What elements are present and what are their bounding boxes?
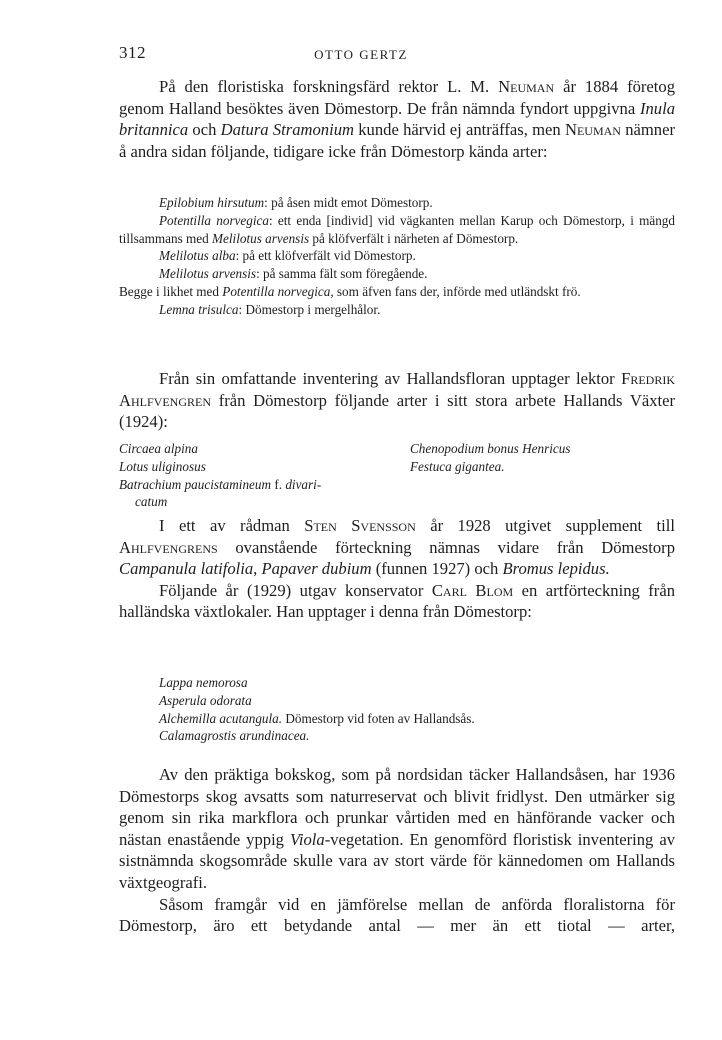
list-item-continuation: catum: [135, 494, 168, 510]
list-item: Melilotus arvensis: på samma fält som föregående.: [159, 266, 428, 282]
list-item: Calamagrostis arundinacea.: [159, 728, 310, 744]
paragraph-bokskog: Av den präktiga bokskog, som på nordsidan täcker Hallandsåsen, har 1936 Dömestorps skog avsatts som naturreservat och blivit fridlyst. Den utmärker sig genom sin rika markflora och prunkar vårtiden med en hänförande vacker och nästan enastående yppig Viola-vegetation. En genomförd floristisk inventering av sistnämnda skogsområde skulle vara av stort värde för kännedomen om Hallands växtgeografi. Såsom framgår vid en jämförelse mellan de anförda floralistorna för Dömestorp, äro ett betydande antal — mer än ett tiotal — arter,: [119, 765, 676, 936]
list-item: Chenopodium bonus Henricus: [410, 441, 571, 456]
paragraph-ahlfvengren: Från sin omfattande inventering av Hallandsfloran upptager lektor Fredrik Ahlfvengren från Dömestorp följande arter i sitt stora arbete Hallands Växter (1924):: [119, 369, 675, 432]
list-item: Batrachium paucistamineum f. divari-: [119, 476, 322, 492]
list-item: Lotus uliginosus: [119, 458, 206, 474]
list-item: Asperula odorata: [159, 692, 252, 708]
ahlfvengren-species-list: [119, 440, 675, 510]
neuman-species-list: [119, 194, 675, 319]
blom-species-list: [159, 674, 475, 745]
list-item: Alchemilla acutangula. Dömestorp vid foten av Hallandsås.: [159, 710, 475, 726]
paragraph-svensson: I ett av rådman Sten Svensson år 1928 utgivet supplement till Ahlfvengrens ovanstående förteckning nämnas vidare från Dömestorp Campanula latifolia, Papaver dubium (funnen 1927) och Bromus lepidus. Följande år (1929) utgav konservator Carl Blom en artförteckning från halländska växtlokaler. Han upptager i denna från Dömestorp:: [119, 516, 675, 622]
list-item: Melilotus alba: på ett klöfverfält vid Dömestorp.: [159, 248, 416, 264]
paragraph-blom: Följande år (1929) utgav konservator Carl Blom en artförteckning från halländska växtlokaler. Han upptager i denna från Dömestorp:: [119, 580, 675, 622]
list-item: Potentilla norvegica: ett enda [individ] vid vägkanten mellan Karup och Dömestorp, i mängd tillsammans med Melilotus arvensis på klöfverfält i närheten af Dömestorp.: [119, 212, 675, 246]
list-item: Lemna trisulca: Dömestorp i mergelhålor.: [159, 301, 381, 317]
list-item: Festuca gigantea.: [410, 458, 505, 474]
page-number: 312: [119, 43, 146, 62]
paragraph-comparison: Såsom framgår vid en jämförelse mellan de anförda floralistorna för Dömestorp, äro ett betydande antal — mer än ett tiotal — arter,: [119, 894, 675, 936]
paragraph-neuman-intro: På den floristiska forskningsfärd rektor L. M. Neuman år 1884 företog genom Halland besöktes även Dömestorp. De från nämnda fyndort uppgivna Inula britannica och Datura Stramonium kunde härvid ej anträffas, men Neuman nämner å andra sidan följande, tidigare icke från Dömestorp kända arter:: [119, 77, 675, 161]
list-item: Begge i likhet med Potentilla norvegica, som äfven fans der, införde med utländskt frö.: [119, 283, 581, 299]
running-head: OTTO GERTZ: [314, 47, 408, 62]
list-item: Circaea alpina: [119, 441, 198, 456]
list-item: Epilobium hirsutum: på åsen midt emot Dömestorp.: [159, 195, 433, 210]
list-item: Lappa nemorosa: [159, 675, 248, 690]
